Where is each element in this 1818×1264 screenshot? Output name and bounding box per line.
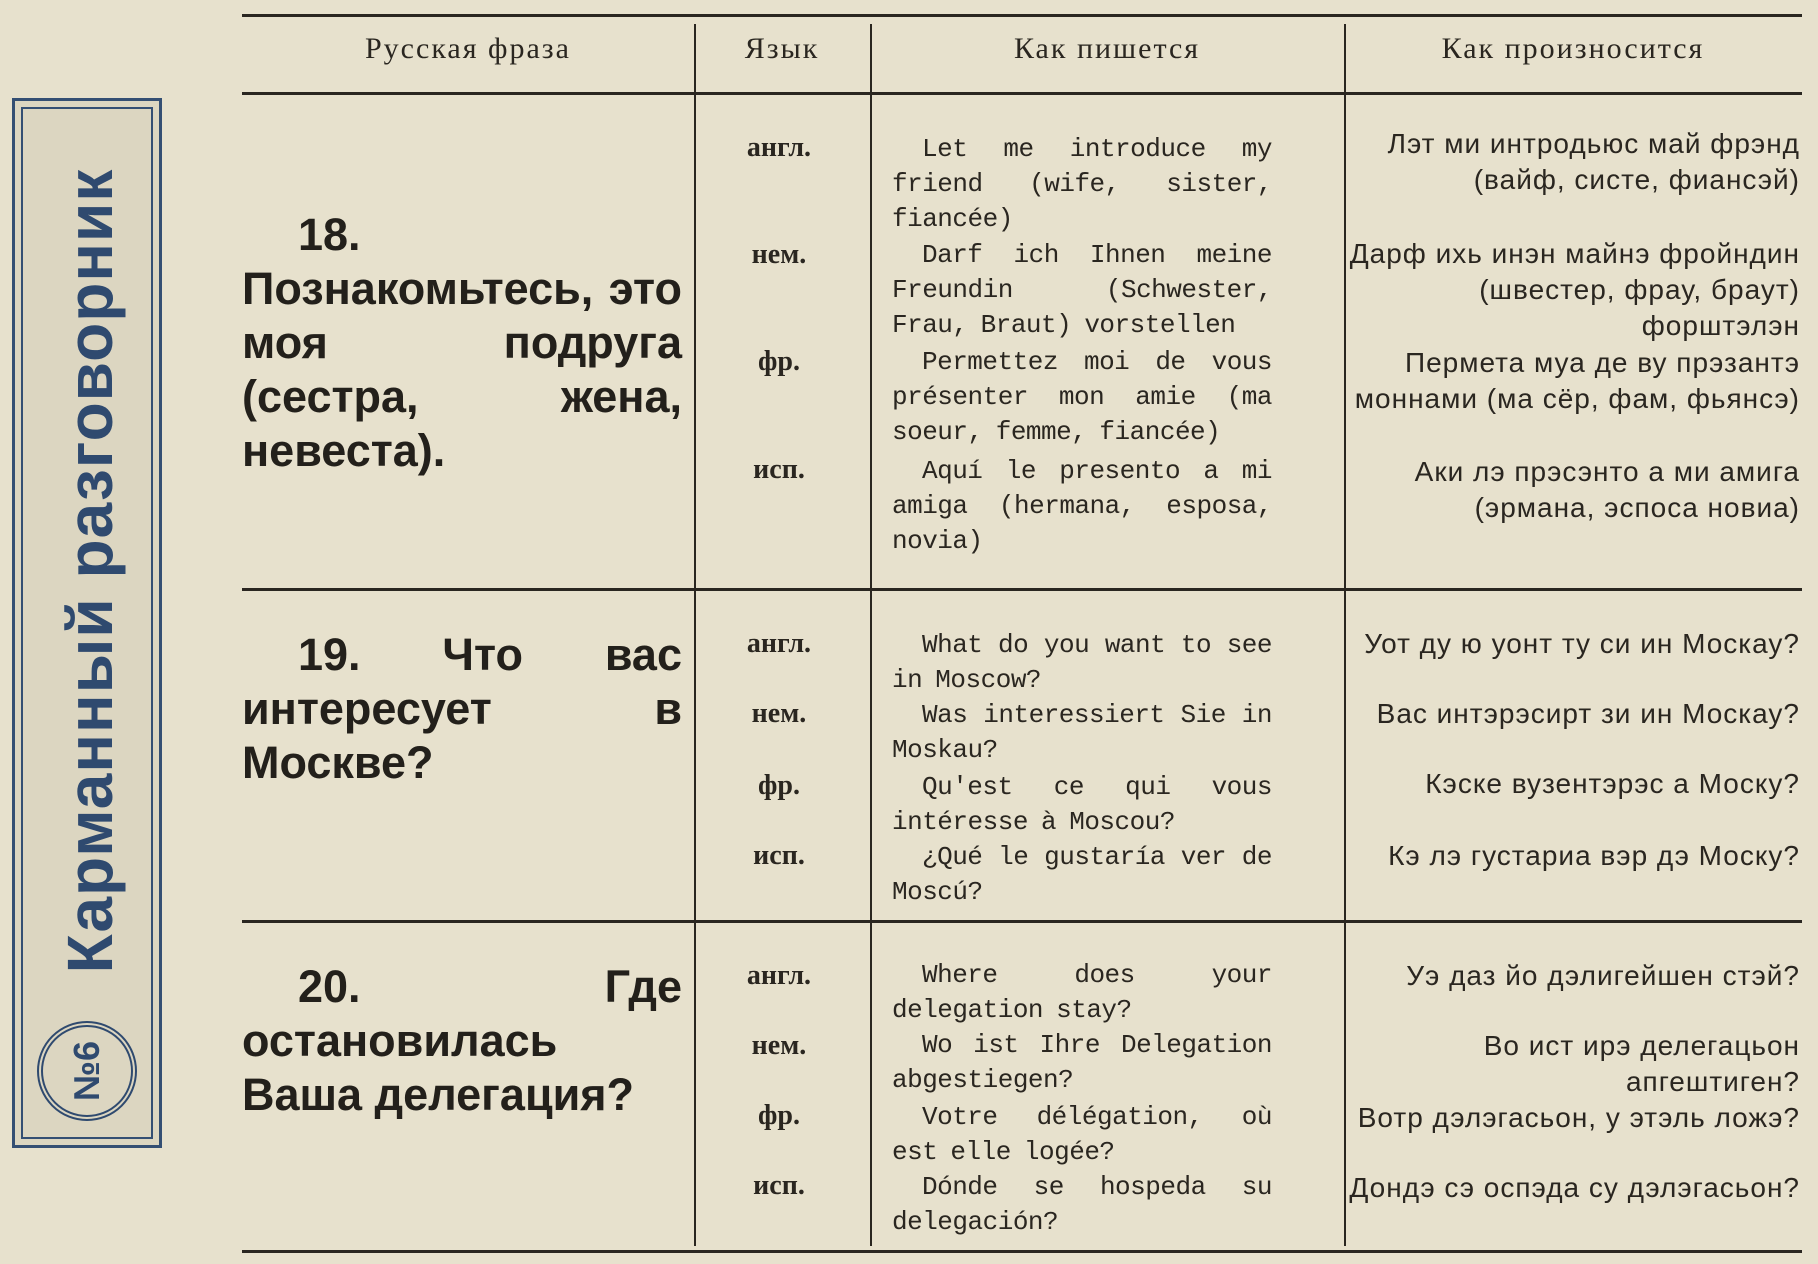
pronunciation-text: Аки лэ прэсэнто а ми амига (эрмана, эспоса новиа): [1414, 456, 1800, 523]
pronunciation-text: Пермета муа де ву прэзантэ моннами (ма сёр, фам, фьянсэ): [1354, 347, 1800, 414]
header-russian-phrase: Русская фраза: [365, 32, 571, 65]
lang-label: англ.: [746, 960, 812, 991]
pronunciation-text: Лэт ми интродьюс май фрэнд (вайф, систе, фиансэй): [1387, 128, 1800, 195]
phrasebook-table: [242, 14, 1802, 1254]
pronunciation-text: Во ист ирэ делегацьон апгештиген?: [1483, 1030, 1800, 1097]
header-pronounced: Как произносится: [1441, 32, 1705, 65]
phrase-18: 18. Познакомьтесь, это моя подруга (сестра, жена, невеста).: [242, 209, 682, 476]
pronunciation-text: Уот ду ю уонт ту си ин Москау?: [1364, 628, 1800, 659]
pronunciation-text: Дондэ сэ оспэда су дэлэгасьон?: [1349, 1172, 1800, 1203]
header-language: Язык: [744, 32, 820, 65]
lang-label: нем.: [751, 1030, 807, 1061]
written-text: Wo ist Ihre Delegation abgestiegen?: [892, 1030, 1272, 1095]
phrase-20: 20. Где остановилась Ваша делегация?: [242, 961, 682, 1120]
header-rule: [242, 92, 1802, 95]
lang-label: англ.: [746, 628, 812, 659]
written-text: Votre délégation, où est elle logée?: [892, 1102, 1272, 1167]
lang-label: англ.: [746, 132, 812, 163]
table-top-rule: [242, 14, 1802, 17]
header-written: Как пишется: [1013, 32, 1201, 65]
written-text: Where does your delegation stay?: [892, 960, 1272, 1025]
lang-label: исп.: [753, 840, 805, 871]
lang-label: фр.: [758, 346, 800, 377]
lang-label: фр.: [758, 1100, 800, 1131]
pronunciation-text: Вотр дэлэгасьон, у этэль ложэ?: [1357, 1102, 1800, 1133]
pronunciation-text: Уэ даз йо дэлигейшен стэй?: [1406, 960, 1800, 991]
issue-number-seal: №6: [37, 1021, 137, 1121]
pronunciation-text: Вас интэрэсирт зи ин Москау?: [1376, 698, 1800, 729]
table-bottom-rule: [242, 1250, 1802, 1253]
column-divider: [870, 24, 872, 1246]
written-text: ¿Qué le gustaría ver de Moscú?: [892, 842, 1272, 907]
lang-label: нем.: [751, 239, 807, 270]
row-rule: [242, 920, 1802, 923]
lang-label: исп.: [753, 454, 805, 485]
sidebar-badge: [12, 98, 162, 1148]
written-text: Dónde se hospeda su delegación?: [892, 1172, 1272, 1237]
pronunciation-text: Дарф ихь инэн майнэ фройндин (швестер, фрау, браут) форштэлэн: [1349, 238, 1800, 341]
pronunciation-text: Кэске вузентэрэс а Моску?: [1425, 768, 1800, 799]
sidebar-title: Карманный разговорник: [54, 168, 126, 974]
written-text: What do you want to see in Moscow?: [892, 630, 1272, 695]
row-rule: [242, 588, 1802, 591]
written-text: Let me introduce my friend (wife, sister, fiancée): [892, 134, 1272, 234]
lang-label: исп.: [753, 1170, 805, 1201]
column-divider: [694, 24, 696, 1246]
lang-label: нем.: [751, 698, 807, 729]
written-text: Qu'est ce qui vous intéresse à Moscou?: [892, 772, 1272, 837]
phrase-19: 19. Что вас интересует в Москве?: [242, 629, 682, 788]
written-text: Darf ich Ihnen meine Freundin (Schwester, Frau, Braut) vorstellen: [892, 240, 1272, 340]
pronunciation-text: Кэ лэ густариа вэр дэ Моску?: [1388, 840, 1800, 871]
written-text: Permettez moi de vous présenter mon amie (ma soeur, femme, fiancée): [892, 347, 1272, 447]
lang-label: фр.: [758, 770, 800, 801]
written-text: Aquí le presento a mi amiga (hermana, esposa, novia): [892, 456, 1272, 556]
written-text: Was interessiert Sie in Moskau?: [892, 700, 1272, 765]
